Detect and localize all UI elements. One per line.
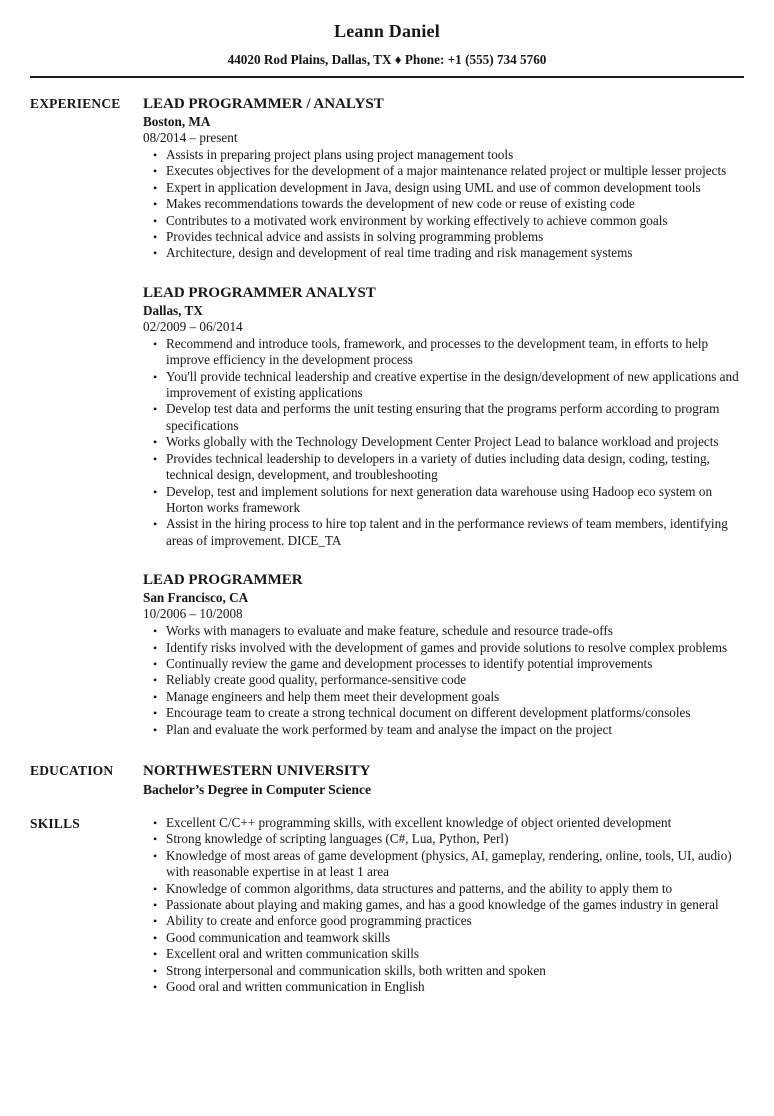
- experience-content: [143, 95, 746, 738]
- bullet-item: • Assists in preparing project plans using project management tools: [143, 147, 746, 163]
- job-entry-3: [143, 571, 746, 738]
- bullet-item: • Makes recommendations towards the development of new code or reuse of existing code: [143, 196, 746, 212]
- job-entry-1: [143, 95, 746, 262]
- bullet-item: • Works globally with the Technology Development Center Project Lead to balance workload and projects: [143, 434, 746, 450]
- bullet-item: • Assist in the hiring process to hire top talent and in the performance reviews of team members, identifying areas of improvement. DICE_TA: [143, 516, 746, 549]
- skill-item: • Strong interpersonal and communication skills, both written and spoken: [143, 963, 746, 979]
- job-location: San Francisco, CA: [143, 590, 249, 606]
- bullet-item: • Continually review the game and development processes to identify potential improvements: [143, 656, 746, 672]
- bullet-item: • You'll provide technical leadership and creative expertise in the design/development of new applications and improvement of existing applications: [143, 369, 746, 402]
- bullet-item: • Provides technical advice and assists in solving programming problems: [143, 229, 746, 245]
- resume-body: [0, 78, 774, 995]
- education-degree: Bachelor’s Degree in Computer Science: [143, 781, 371, 797]
- bullet-item: • Architecture, design and development of real time trading and risk management systems: [143, 245, 746, 261]
- education-school: NORTHWESTERN UNIVERSITY: [143, 762, 371, 779]
- skill-item: • Knowledge of common algorithms, data structures and patterns, and the ability to apply them to: [143, 881, 746, 897]
- job-dates: 02/2009 – 06/2014: [143, 318, 243, 334]
- bullet-item: • Develop, test and implement solutions for next generation data warehouse using Hadoop eco system on Horton works framework: [143, 484, 746, 517]
- skill-item: • Strong knowledge of scripting languages (C#, Lua, Python, Perl): [143, 831, 746, 847]
- experience-section-label: EXPERIENCE: [30, 96, 121, 111]
- bullet-item: • Encourage team to create a strong technical document on different development platforms/consoles: [143, 705, 746, 721]
- skill-item: • Ability to create and enforce good programming practices: [143, 913, 746, 929]
- skills-section: [30, 815, 746, 995]
- skill-item: • Passionate about playing and making games, and has a good knowledge of the games industry in general: [143, 897, 746, 913]
- skills-content: [143, 815, 746, 995]
- education-section-label: EDUCATION: [30, 762, 114, 778]
- skill-item: • Knowledge of most areas of game development (physics, AI, gameplay, rendering, online, tools, UI, audio) with reasonable expertise in at least 1 area: [143, 848, 746, 881]
- bullet-item: • Executes objectives for the development of a major maintenance related project or multiple lesser projects: [143, 163, 746, 179]
- bullet-item: • Provides technical leadership to developers in a variety of duties including data design, coding, testing, technical design, development, and troubleshooting: [143, 451, 746, 484]
- bullet-item: • Expert in application development in Java, design using UML and use of common development tools: [143, 180, 746, 196]
- job-title: LEAD PROGRAMMER: [143, 572, 303, 589]
- job-entry-2: [143, 284, 746, 549]
- job-bullet-list: [143, 623, 746, 738]
- bullet-item: • Plan and evaluate the work performed by team and analyse the impact on the project: [143, 722, 746, 738]
- resume-header: [0, 0, 774, 68]
- contact-line: 44020 Rod Plains, Dallas, TX ♦ Phone: +1 (555) 734 5760: [227, 52, 547, 67]
- skill-item: • Excellent oral and written communication skills: [143, 946, 746, 962]
- bullet-item: • Develop test data and performs the unit testing ensuring that the programs perform according to program specifications: [143, 401, 746, 434]
- job-bullet-list: [143, 147, 746, 262]
- bullet-item: • Reliably create good quality, performance-sensitive code: [143, 672, 746, 688]
- job-location: Boston, MA: [143, 114, 211, 129]
- bullet-item: • Recommend and introduce tools, framework, and processes to the development team, in efforts to help improve efficiency in the development process: [143, 336, 746, 369]
- bullet-item: • Contributes to a motivated work environment by working effectively to achieve common goals: [143, 213, 746, 229]
- skills-bullet-list: [143, 815, 746, 995]
- skills-section-label: SKILLS: [30, 815, 80, 831]
- bullet-item: • Works with managers to evaluate and make feature, schedule and resource trade-offs: [143, 623, 746, 639]
- skill-item: • Good communication and teamwork skills: [143, 930, 746, 946]
- experience-section: [30, 95, 746, 738]
- job-title: LEAD PROGRAMMER ANALYST: [143, 284, 376, 301]
- education-section: [30, 762, 746, 798]
- job-title: LEAD PROGRAMMER / ANALYST: [143, 96, 384, 112]
- job-dates: 10/2006 – 10/2008: [143, 606, 243, 622]
- job-location: Dallas, TX: [143, 302, 203, 318]
- bullet-item: • Identify risks involved with the development of games and provide solutions to resolve complex problems: [143, 640, 746, 656]
- candidate-name: Leann Daniel: [334, 21, 440, 41]
- skill-item: • Good oral and written communication in English: [143, 979, 746, 995]
- skill-item: • Excellent C/C++ programming skills, with excellent knowledge of object oriented development: [143, 815, 746, 831]
- bullet-item: • Manage engineers and help them meet their development goals: [143, 689, 746, 705]
- education-content: [143, 762, 746, 798]
- job-dates: 08/2014 – present: [143, 130, 238, 145]
- job-bullet-list: [143, 336, 746, 549]
